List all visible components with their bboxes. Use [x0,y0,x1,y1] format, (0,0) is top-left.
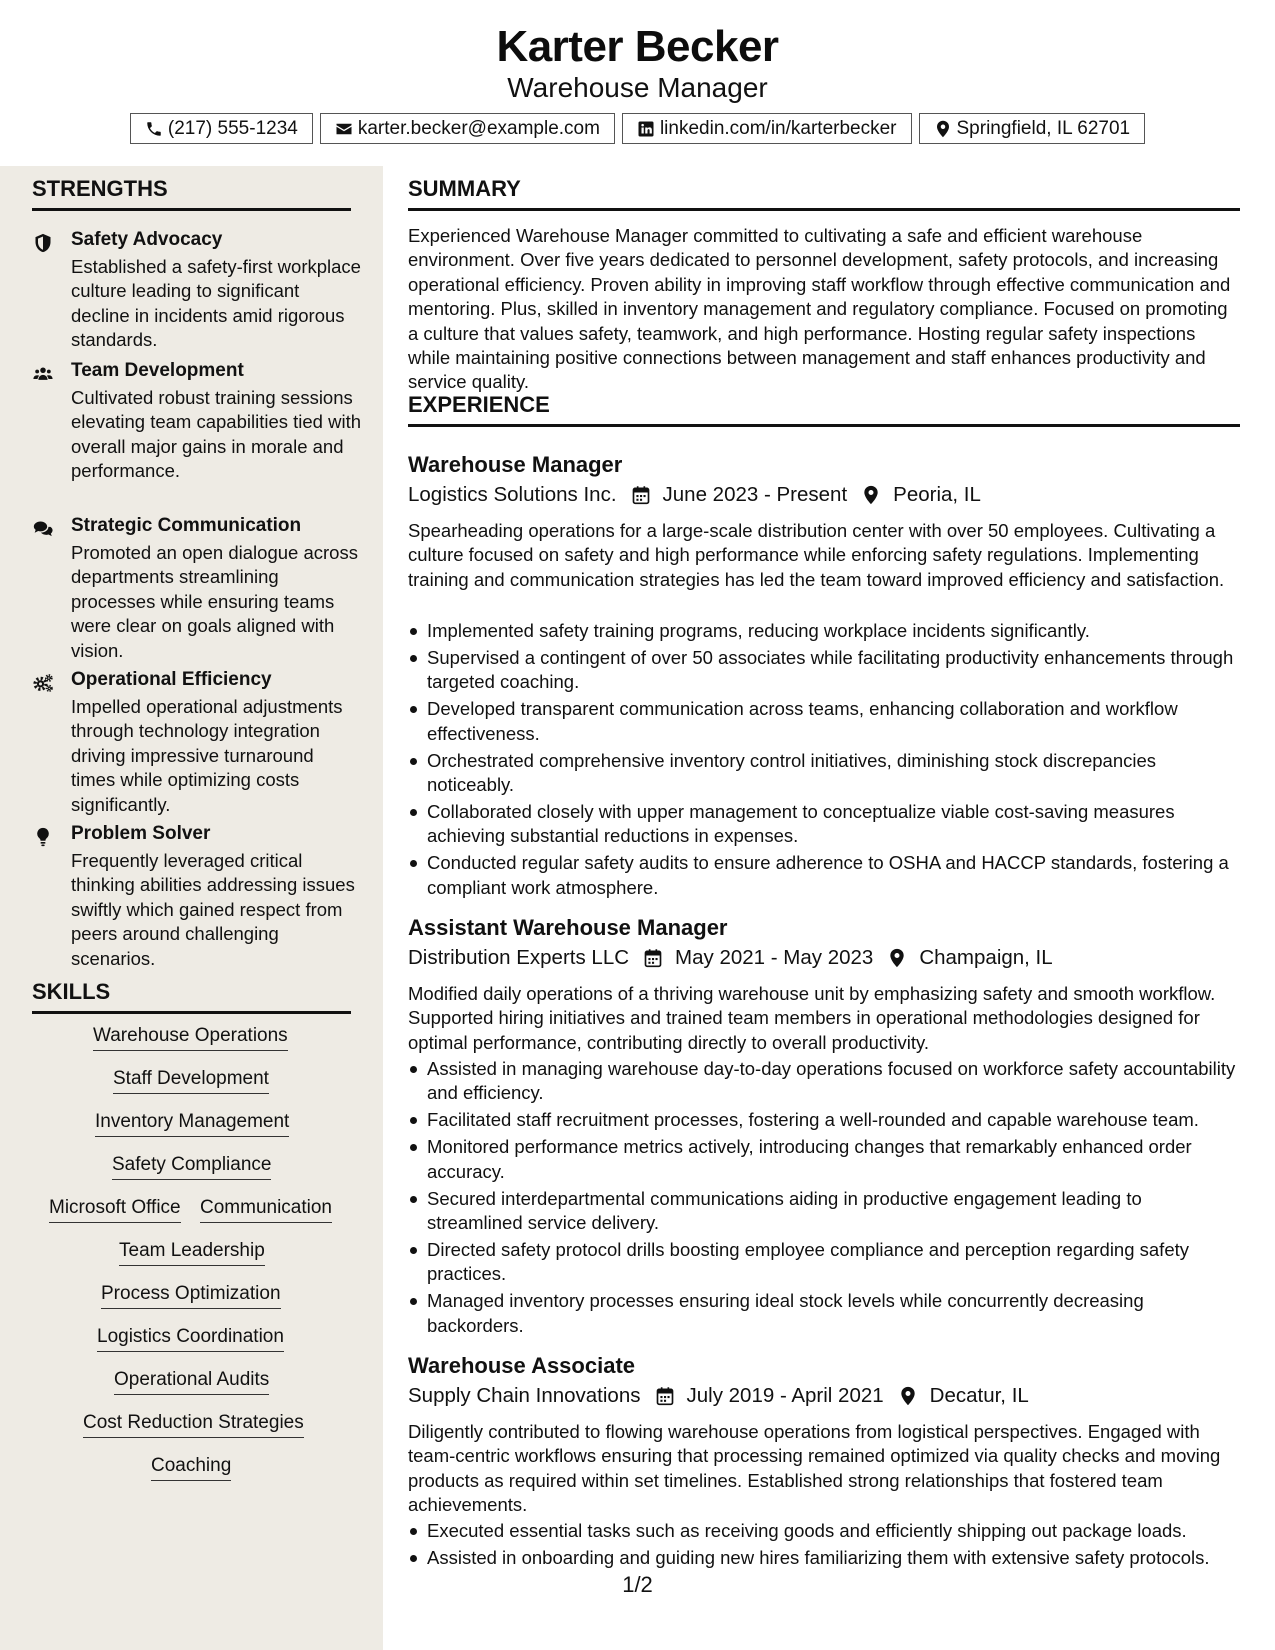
phone-icon [145,120,163,138]
job-location: Champaign, IL [919,946,1053,969]
strength-desc: Frequently leveraged critical thinking abilities addressing issues swiftly which gained respect from peers around challenging scenarios. [71,850,355,969]
job-meta [408,483,981,507]
skill-tag: Operational Audits [114,1369,269,1395]
calendar-icon [643,947,663,969]
summary-text: Experienced Warehouse Manager committed to cultivating a safe and efficient warehouse environment. Over five years dedicated to personnel development, safety protocols, and increasing operational efficiency. Proven ability in improving staff workflow through effective communication and mentoring. Plus, skilled in inventory management and regulatory compliance. Focused on promoting a culture that values safety, teamwork, and high performance. Hosting regular safety inspections while maintaining positive connections between management and staff enhances productivity and service quality. [408,225,1231,393]
strength-desc: Promoted an open dialogue across departments streamlining processes while ensuring teams were clear on goals aligned with vision. [71,542,358,661]
job-description: Spearheading operations for a large-scale distribution center with over 50 employees. Cultivating a culture focused on safety and high performance while enforcing safety regulations. Implementing training and communication strategies has led the team toward improved efficiency and satisfaction. [408,520,1225,590]
job-title: Warehouse Manager [408,452,623,477]
skill-tag: Process Optimization [101,1283,281,1309]
strength-desc: Cultivated robust training sessions elevating team capabilities tied with overall major gains in morale and performance. [71,387,361,482]
contact-phone[interactable] [130,113,313,144]
bullet-item: Orchestrated comprehensive inventory control initiatives, diminishing stock discrepancies noticeably. [408,749,1240,798]
contact-location[interactable] [919,113,1146,144]
skill-tag: Cost Reduction Strategies [83,1412,304,1438]
job-description: Modified daily operations of a thriving warehouse unit by emphasizing safety and smooth workflow. Supported hiring initiatives and trained team members in operational methodologies designed for optimal performance, contributing directly to overall productivity. [408,983,1216,1053]
skills-heading: SKILLS [32,979,351,1014]
strength-desc: Established a safety-first workplace culture leading to significant decline in incidents amid rigorous standards. [71,256,361,351]
strength-title: Safety Advocacy [71,229,223,250]
strength-title: Team Development [71,360,244,381]
bullet-item: Facilitated staff recruitment processes, fostering a well-rounded and capable warehouse team. [408,1108,1240,1132]
bullet-item: Assisted in managing warehouse day-to-day operations focused on workforce safety accountability and efficiency. [408,1057,1240,1106]
contact-bar [0,113,1275,144]
bullet-item: Managed inventory processes ensuring ideal stock levels while concurrently decreasing backorders. [408,1289,1240,1338]
strength-title: Strategic Communication [71,515,302,536]
job-location: Decatur, IL [929,1384,1029,1407]
skill-tag: Inventory Management [95,1111,289,1137]
bullet-item: Executed essential tasks such as receiving goods and efficiently shipping out package loads. [408,1519,1240,1543]
envelope-icon [335,120,353,138]
strengths-heading: STRENGTHS [32,176,351,211]
bullet-item: Supervised a contingent of over 50 associates while facilitating productivity enhancements through targeted coaching. [408,646,1240,695]
skill-tag: Coaching [151,1455,231,1481]
linkedin-icon [637,120,655,138]
linkedin-text: linkedin.com/in/karterbecker [659,117,897,139]
candidate-title: Warehouse Manager [507,72,768,103]
cogs-icon [32,673,54,693]
contact-email[interactable] [320,113,615,144]
skill-tag: Staff Development [113,1068,269,1094]
strength-title: Operational Efficiency [71,669,272,690]
comments-icon [32,519,54,539]
summary-heading: SUMMARY [408,176,1240,211]
page-number: 1/2 [622,1572,653,1597]
contact-linkedin[interactable] [622,113,912,144]
calendar-icon [655,1385,675,1407]
skill-tag: Communication [200,1197,332,1223]
shield-icon [32,233,54,253]
calendar-icon [631,484,651,506]
resume-header [0,0,1275,166]
bullet-item: Directed safety protocol drills boosting employee compliance and perception regarding safety practices. [408,1238,1240,1287]
strength-title: Problem Solver [71,823,211,844]
bullet-item: Conducted regular safety audits to ensure adherence to OSHA and HACCP standards, fostering a compliant work atmosphere. [408,851,1240,900]
users-icon [32,364,54,384]
job-dates: May 2021 - May 2023 [675,946,874,969]
job-bullets [408,619,1240,902]
bullet-item: Assisted in onboarding and guiding new hires familiarizing them with extensive safety protocols. [408,1546,1240,1570]
job-description: Diligently contributed to flowing warehouse operations from logistical perspectives. Engaged with team-centric workflows ensuring that processing remained optimized via quality checks and moving products as required within set timelines. Established strong relationships that fostered team achievements. [408,1421,1221,1516]
job-title: Warehouse Associate [408,1353,636,1378]
job-title: Assistant Warehouse Manager [408,915,728,940]
bullet-item: Developed transparent communication across teams, enhancing collaboration and workflow effectiveness. [408,697,1240,746]
job-location: Peoria, IL [893,483,981,506]
job-bullets [408,1057,1240,1340]
bullet-item: Monitored performance metrics actively, introducing changes that remarkably enhanced order accuracy. [408,1135,1240,1184]
strength-desc: Impelled operational adjustments through technology integration driving impressive turnaround times while optimizing costs significantly. [71,696,343,815]
company-name: Distribution Experts LLC [408,946,630,969]
email-text: karter.becker@example.com [357,117,600,139]
job-dates: July 2019 - April 2021 [686,1384,884,1407]
lightbulb-icon [32,827,54,847]
bullet-item: Implemented safety training programs, reducing workplace incidents significantly. [408,619,1240,643]
skill-tag: Team Leadership [119,1240,265,1266]
phone-text: (217) 555-1234 [167,117,298,139]
bullet-item: Secured interdepartmental communications aiding in productive engagement leading to streamlined service delivery. [408,1187,1240,1236]
skill-tag: Logistics Coordination [97,1326,284,1352]
map-marker-icon [898,1385,918,1407]
experience-heading: EXPERIENCE [408,392,1240,427]
bullet-item: Collaborated closely with upper management to conceptualize viable cost-saving measures achieving substantial reductions in expenses. [408,800,1240,849]
skill-tag: Microsoft Office [49,1197,181,1223]
job-dates: June 2023 - Present [662,483,848,506]
company-name: Supply Chain Innovations [408,1384,641,1407]
skill-tag: Warehouse Operations [93,1025,288,1051]
candidate-name: Karter Becker [496,22,779,71]
company-name: Logistics Solutions Inc. [408,483,617,506]
job-bullets [408,1519,1240,1573]
map-marker-icon [861,484,881,506]
location-text: Springfield, IL 62701 [956,117,1131,139]
map-marker-icon [934,120,952,138]
map-marker-icon [887,947,907,969]
skill-tag: Safety Compliance [112,1154,271,1180]
job-meta [408,946,1053,970]
job-meta [408,1384,1029,1408]
